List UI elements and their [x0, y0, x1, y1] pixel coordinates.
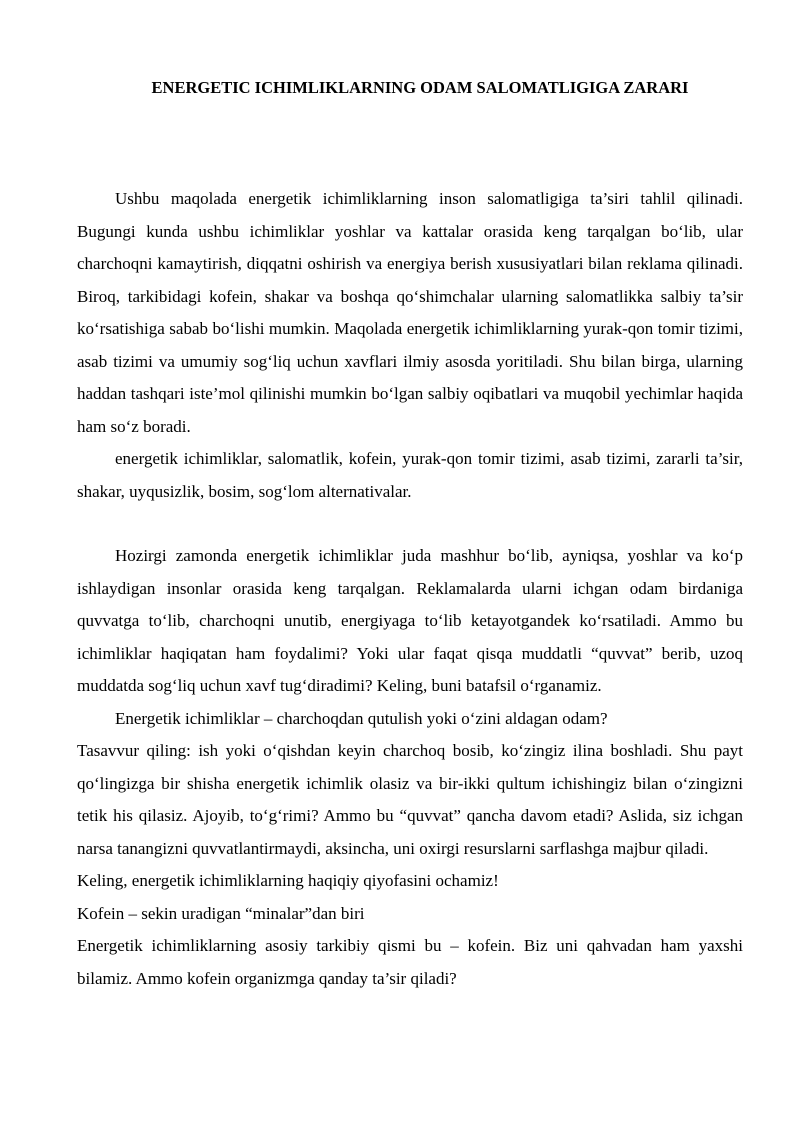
- document-body: [77, 183, 743, 995]
- document-title: ENERGETIC ICHIMLIKLARNING ODAM SALOMATLIGIGA ZARARI: [151, 78, 689, 97]
- section-paragraph: Tasavvur qiling: ish yoki o‘qishdan keyin charchoq bosib, ko‘zingiz ilina boshladi. Shu payt qo‘lingizga bir shisha energetik ichimlik olasiz va bir-ikki qultum ichishingiz bilan o‘zingizni tetik his qilasiz. Ajoyib, to‘g‘rimi? Ammo bu “quvvat” qancha davom etadi? Aslida, siz ichgan narsa tanangizni quvvatlantirmaydi, aksincha, uni oxirgi resurslarni sarflashga majbur qiladi.: [77, 741, 743, 858]
- section-heading: Energetik ichimliklar – charchoqdan qutulish yoki o‘zini aldagan odam?: [115, 708, 608, 728]
- call-line: Keling, energetik ichimliklarning haqiqiy qiyofasini ochamiz!: [77, 871, 499, 890]
- abstract-paragraph: Ushbu maqolada energetik ichimliklarning inson salomatligiga ta’siri tahlil qilinadi. Bugungi kunda ushbu ichimliklar yoshlar va kattalar orasida keng tarqalgan bo‘lib, ular charchoqni kamaytirish, diqqatni oshirish va energiya berish xususiyatlari bilan reklama qilinadi. Biroq, tarkibidagi kofein, shakar va boshqa qo‘shimchalar ularning salomatlikka salbiy ta’sir ko‘rsatishiga sabab bo‘lishi mumkin. Maqolada energetik ichimliklarning yurak-qon tomir tizimi, asab tizimi va umumiy sog‘liq uchun xavflari ilmiy asosda yoritiladi. Shu bilan birga, ularning haddan tashqari iste’mol qilinishi mumkin bo‘lgan salbiy oqibatlari va muqobil yechimlar haqida ham so‘z boradi.: [77, 189, 743, 436]
- caffeine-subheading: Kofein – sekin uradigan “minalar”dan biri: [77, 903, 365, 923]
- paragraph-spacer: [77, 508, 743, 540]
- intro-paragraph: Hozirgi zamonda energetik ichimliklar juda mashhur bo‘lib, ayniqsa, yoshlar va ko‘p ishlaydigan insonlar orasida keng tarqalgan. Reklamalarda ularni ichgan odam birdaniga quvvatga to‘lib, charchoqni unutib, energiyaga to‘lib ketayotgandek ko‘rsatiladi. Ammo bu ichimliklar haqiqatan ham foydalimi? Yoki ular faqat qisqa muddatli “quvvat” berib, uzoq muddatda sog‘liq uchun xavf tug‘diradimi? Keling, buni batafsil o‘rganamiz.: [77, 546, 743, 695]
- caffeine-paragraph: Energetik ichimliklarning asosiy tarkibiy qismi bu – kofein. Biz uni qahvadan ham yaxshi bilamiz. Ammo kofein organizmga qanday ta’sir qiladi?: [77, 936, 743, 988]
- keywords-paragraph: energetik ichimliklar, salomatlik, kofein, yurak-qon tomir tizimi, asab tizimi, zararli ta’sir, shakar, uyqusizlik, bosim, sog‘lom alternativalar.: [77, 449, 743, 501]
